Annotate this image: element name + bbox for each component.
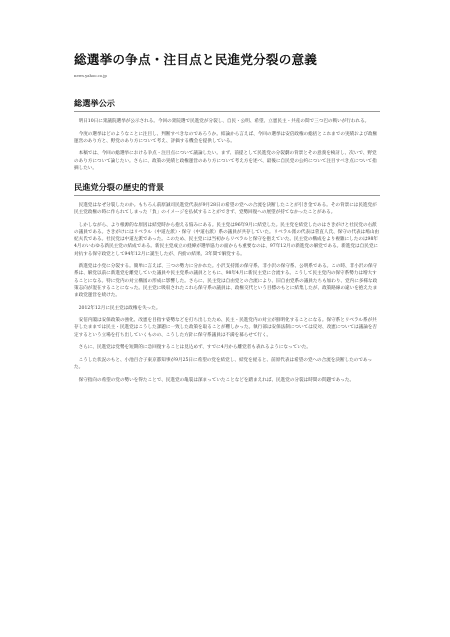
source-link[interactable]: news.yahoo.co.jp [74, 73, 107, 78]
paragraph: さらに、民進党は党勢を短期的に急回復することは見込めず、すでに4月から離党者も表れるようになっていた。 [78, 345, 311, 351]
paragraph: 安倍内閣は安保政策の強化、改憲を目指す姿勢などを打ち出したため、民主・民進党内の対立が鮮明化することになる。保守系とリベラル系が共存したままでは民主・民進党はこうした課題に一致した政策を取ることが難しかった。執行部は安保法制については反対、改憲については議論を否定するという立場を打ち出していくものの、こうした方針に保守系議員は不満を募らせて行く。 [74, 318, 378, 338]
paragraph: 明日10日に衆議院選挙が公示される。今回の衆院選で民進党が分裂し、自民・公明、希望、立憲民主・共産の間で三つ巴の戦いが行われる。 [78, 119, 370, 124]
paragraph: 新進党は小党に分裂する。簡単に言えば、三つの勢力に分かれた。小沢支持派の保守系、非小沢の保守系、公明系である。この時、非小沢の保守系は、解党以前に新進党を離党していた議員や民主党系の議員とともに、98年4月に新民主党に合流する。こうして民主党内の保守系勢力は増大することになる。特に党内の対立構図の形成に影響した。さらに、民主党は自由党との合流により、旧自由党系の議員たちも加わり、党内に多様な政策志向が混在することになった。民主党に吸収されたこれら保守系の議員は、政権交代という目標のもとに結集したが、政策路線の違いを抱えたまま政党運営を続けた。 [74, 264, 378, 299]
page-title: 総選挙の争点・注目点と民進党分裂の意義 [74, 52, 318, 67]
paragraph: 今度の選挙はどのようなことに注目し、判断すべきなのであろうか。結論から言えば、今回の選挙は安倍政権の総括とこれまでの実績および政権運営のあり方と、野党のあり方について考え、評価する機会を提供している。 [74, 131, 378, 144]
paragraph: こうした状況のもと、小池百合子東京都知事が9月25日に希望の党を結党し、結党を経ると、前原代表は希望の党への合流を決断したのであった。 [74, 357, 373, 370]
paragraph: 2012年12月に民主党は政権を失った。 [78, 305, 161, 311]
section-election-announcement [74, 98, 380, 172]
section-heading: 民進党分裂の歴史的背景 [74, 182, 380, 196]
section-historical-background [74, 182, 380, 384]
paragraph: 保守指向の希望の党の勢いを得たことで、民進党の亀裂は深まっていたことなどを踏まえれば、民進党の分裂は時間の問題であった。 [78, 377, 355, 383]
paragraph: 民進党はなぜ分裂したのか。もちろん前原誠司民進党代表が9月28日の希望の党への合流を決断したことが引き金である。その背景には民進党が民主党政権の時に作られてしまった「負」のイメージを払拭することができず、党勢回復への展望が持てなかったことがある。 [74, 203, 377, 216]
section-heading: 総選挙公示 [74, 98, 380, 112]
paragraph: しかしながら、より根源的な原因は結党時から抱える悩みにある。民主党は96年9月に結党した。民主党を結党したのはさきがけと社民党の右派の議員である。さきがけにはリベラル（中道左派）・保守（中道右派）系の議員が共存していた。リベラル派の代表は菅直人氏、保守の代表は鳩山由紀夫氏である。社民党は中道左派であった。このため、民主党には当初からリベラルと保守を抱えていた。民主党の構成をより複雑にしたのは98年4月のいわゆる新民主党の結成である。新民主党成立の経緯が選挙協力の面からも重要なのは、97年12月の新進党の解党である。新進党は自民党に対抗する保守政党として94年12月に誕生したが、内紛の結果、3年間で解党する。 [74, 222, 380, 257]
paragraph: 本稿では、今回の総選挙における争点・注目点について議論したい。まず、前提として民進党の分裂劇の背景とその意義を検討し、次いで、野党のあり方について論じたい。さらに、政策の実績と政権運営のあり方について考え方を述べ、最後に自民党の公約について注目すべき点について指摘したい。 [74, 151, 377, 171]
